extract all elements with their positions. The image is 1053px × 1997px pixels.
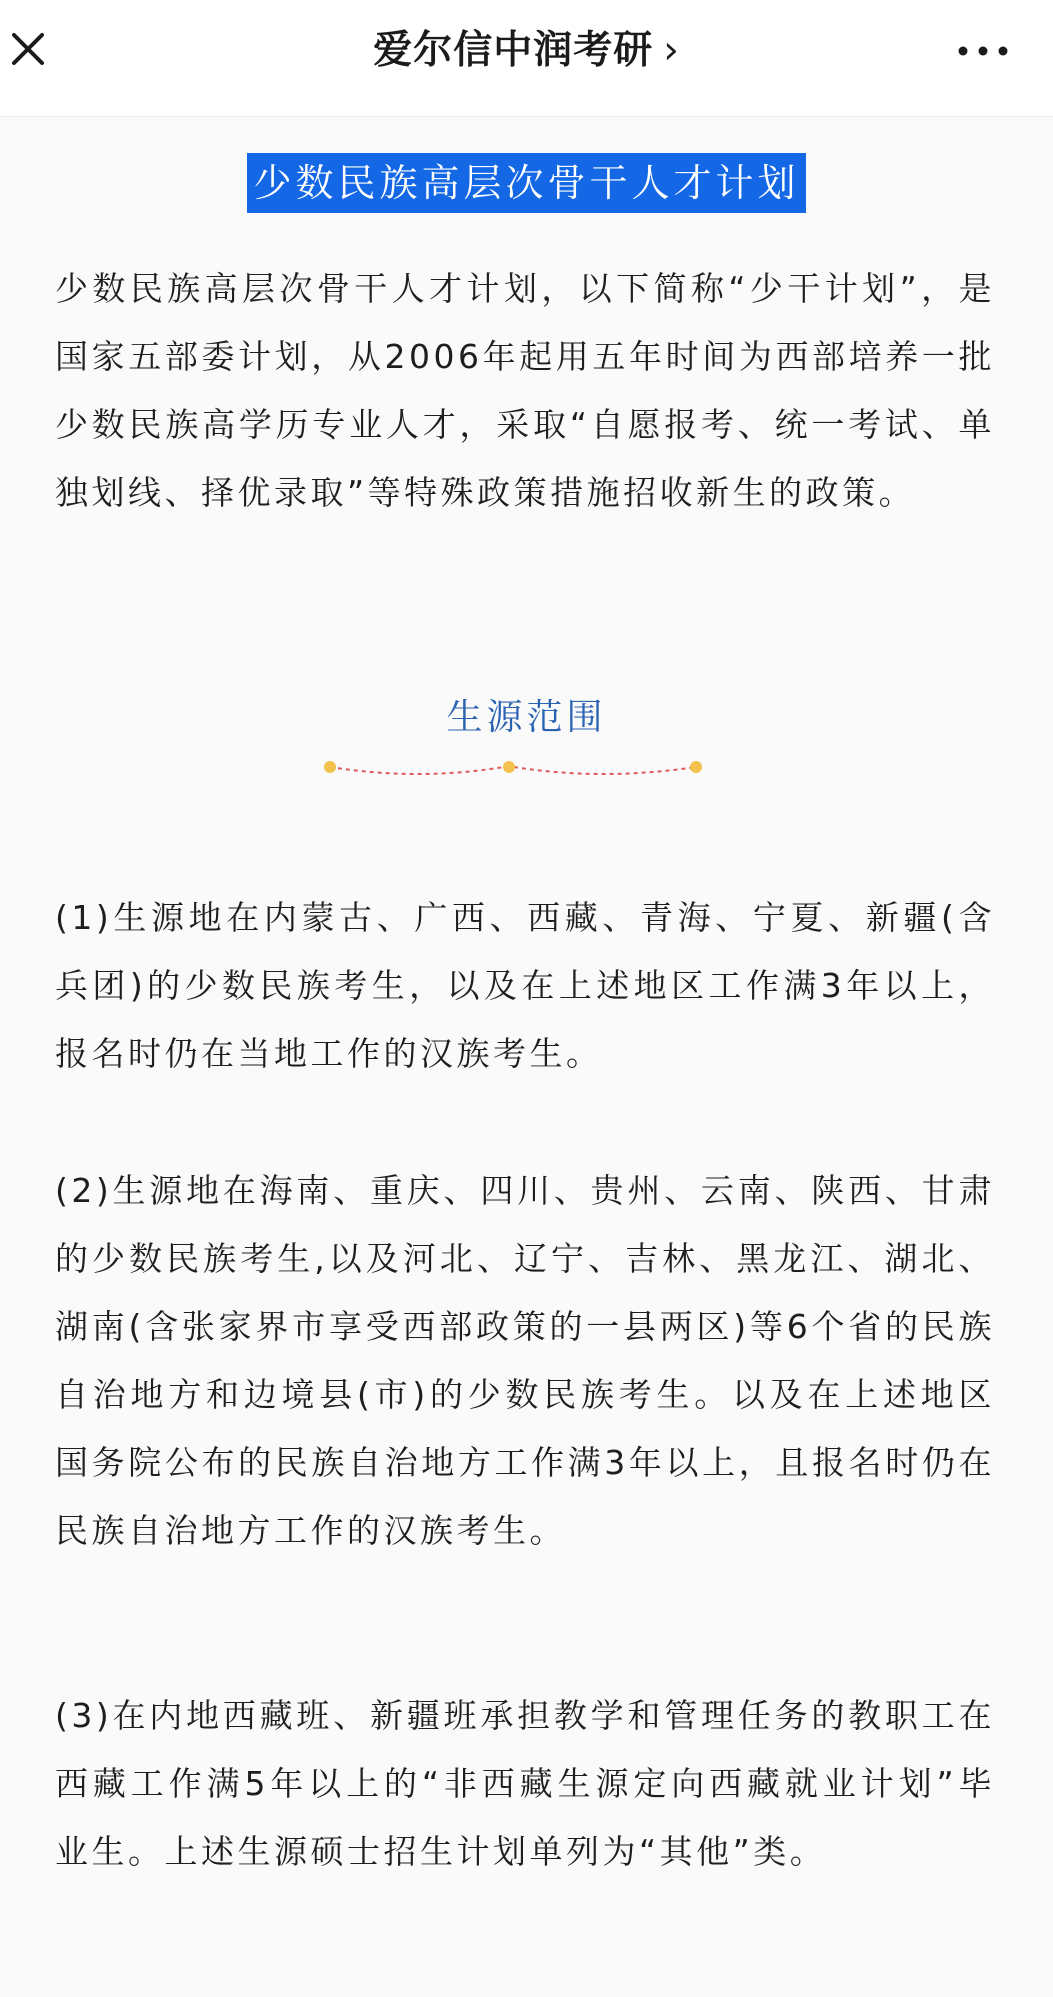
- more-horizontal-icon: [953, 36, 1013, 66]
- list-item: (1)生源地在内蒙古、广西、西藏、青海、宁夏、新疆(含兵团)的少数民族考生，以及在上述地区工作满3年以上，报名时仍在当地工作的汉族考生。: [55, 898, 995, 1073]
- section-title: 生源范围: [446, 697, 607, 738]
- article-body: [0, 117, 1053, 1997]
- section-divider-ornament: [322, 747, 706, 787]
- top-navigation-bar: [0, 0, 1053, 117]
- account-name: 爱尔信中润考研: [373, 28, 654, 73]
- account-name-link[interactable]: [0, 28, 1053, 74]
- heading-container: [0, 153, 1053, 213]
- article-heading: 少数民族高层次骨干人才计划: [247, 153, 805, 213]
- more-options-button[interactable]: [953, 36, 1013, 66]
- list-item: (3)在内地西藏班、新疆班承担教学和管理任务的教职工在西藏工作满5年以上的“非西藏生源定向西藏就业计划”毕业生。上述生源硕士招生计划单列为“其他”类。: [55, 1696, 995, 1871]
- intro-paragraph: 少数民族高层次骨干人才计划，以下简称“少干计划”，是国家五部委计划，从2006年起用五年时间为西部培养一批少数民族高学历专业人才，采取“自愿报考、统一考试、单独划线、择优录取”等特殊政策措施招收新生的政策。: [55, 269, 995, 512]
- chevron-right-icon: ›: [663, 28, 680, 73]
- list-item: (2)生源地在海南、重庆、四川、贵州、云南、陕西、甘肃的少数民族考生,以及河北、辽宁、吉林、黑龙江、湖北、湖南(含张家界市享受西部政策的一县两区)等6个省的民族自治地方和边境县(市)的少数民族考生。以及在上述地区国务院公布的民族自治地方工作满3年以上，且报名时仍在民族自治地方工作的汉族考生。: [55, 1171, 995, 1550]
